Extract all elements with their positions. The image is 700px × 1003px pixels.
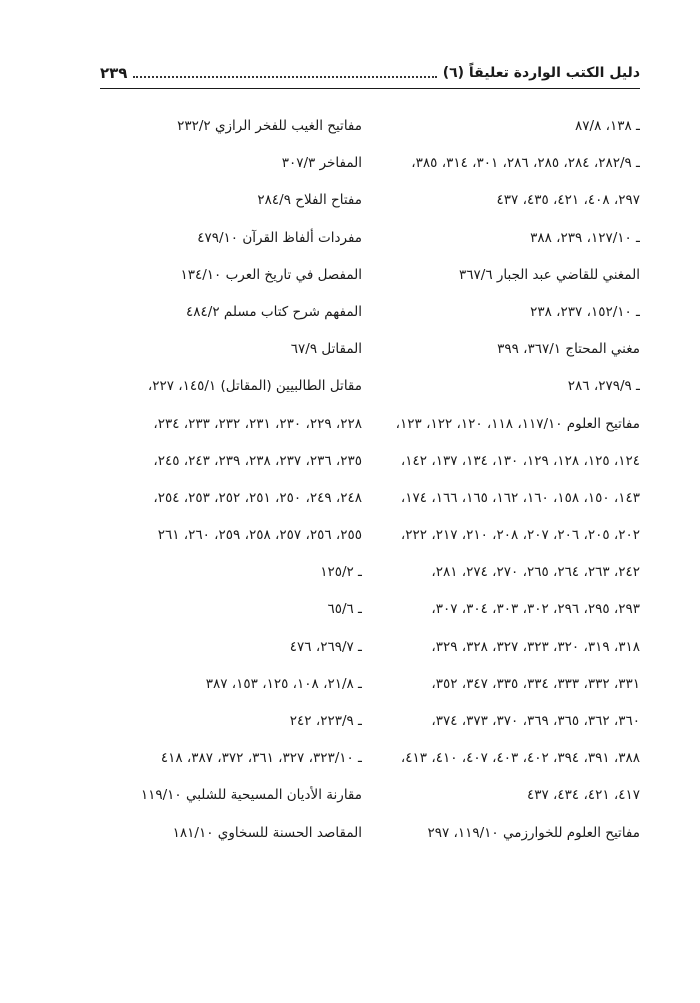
index-line: المقاتل ٦٧/٩ [290,341,362,358]
index-line: مفاتيح العلوم ١١٧/١٠، ١١٨، ١٢٠، ١٢٢، ١٢٣، [395,415,640,432]
index-line: ٣٣١، ٣٣٢، ٣٣٣، ٣٣٤، ٣٣٥، ٣٤٧، ٣٥٢، [431,675,640,692]
index-line: مغني المحتاج ٣٦٧/١، ٣٩٩ [497,341,640,358]
dot-leader [133,76,436,78]
running-header-title: دليل الكتب الواردة تعليقاً (٦) [442,65,640,81]
running-header [100,58,640,89]
index-line: ٢٢٨، ٢٢٩، ٢٣٠، ٢٣١، ٢٣٢، ٢٣٣، ٢٣٤، [153,415,362,432]
index-line: ـ ٢٨٢/٩، ٢٨٤، ٢٨٥، ٢٨٦، ٣٠١، ٣١٤، ٣٨٥، [411,155,640,172]
index-line: المقاصد الحسنة للسخاوي ١٨١/١٠ [172,824,362,841]
index-line: ٢٩٧، ٤٠٨، ٤٢١، ٤٣٥، ٤٣٧ [496,192,640,209]
index-line: مفاتيح الغيب للفخر الرازي ٢٣٢/٢ [177,118,362,134]
index-line: مفاتيح العلوم للخوارزمي ١١٩/١٠، ٢٩٧ [427,824,640,841]
index-line: ٣٨٨، ٣٩١، ٣٩٤، ٤٠٢، ٤٠٣، ٤٠٧، ٤١٠، ٤١٣، [400,750,640,767]
index-columns [100,108,640,852]
index-line: ١٢٤، ١٢٥، ١٢٨، ١٢٩، ١٣٠، ١٣٤، ١٣٧، ١٤٢، [400,452,640,469]
page-number: ٢٣٩ [100,64,128,82]
index-line: ٢٠٢، ٢٠٥، ٢٠٦، ٢٠٧، ٢٠٨، ٢١٠، ٢١٧، ٢٢٢، [400,527,640,544]
index-line: ٢٩٣، ٢٩٥، ٢٩٦، ٣٠٢، ٣٠٣، ٣٠٤، ٣٠٧، [431,601,640,618]
index-line: ـ ٢١/٨، ١٠٨، ١٢٥، ١٥٣، ٣٨٧ [205,675,362,692]
index-line: المفصل في تاريخ العرب ١٣٤/١٠ [180,266,362,283]
index-line: ٢٥٥، ٢٥٦، ٢٥٧، ٢٥٨، ٢٥٩، ٢٦٠، ٢٦١ [157,527,362,544]
index-line: المغني للقاضي عبد الجبار ٣٦٧/٦ [459,266,640,283]
right-column [378,108,640,852]
index-line: ـ ٢٦٩/٧، ٤٧٦ [289,638,362,655]
index-line: ـ ٢٢٣/٩، ٢٤٢ [289,713,362,729]
index-line: ـ ١٢٥/٢ [320,564,362,581]
index-line: ٣٦٠، ٣٦٢، ٣٦٥، ٣٦٩، ٣٧٠، ٣٧٣، ٣٧٤، [431,713,640,729]
index-line: ١٤٣، ١٥٠، ١٥٨، ١٦٠، ١٦٢، ١٦٥، ١٦٦، ١٧٤، [400,489,640,506]
index-line: مقارنة الأديان المسيحية للشلبي ١١٩/١٠ [140,787,362,804]
index-line: ٢٤٢، ٢٦٣، ٢٦٤، ٢٦٥، ٢٧٠، ٢٧٤، ٢٨١، [431,564,640,581]
index-line: ٢٣٥، ٢٣٦، ٢٣٧، ٢٣٨، ٢٣٩، ٢٤٣، ٢٤٥، [153,452,362,469]
left-column [100,108,362,852]
index-line: المفاخر ٣٠٧/٣ [281,155,362,172]
index-line: مقاتل الطالبيين (المقاتل) ١٤٥/١، ٢٢٧، [147,378,362,395]
index-line: المفهم شرح كتاب مسلم ٤٨٤/٢ [186,303,362,320]
index-line: ـ ١٣٨، ٨٧/٨ [575,118,640,134]
index-line: ٤١٧، ٤٢١، ٤٣٤، ٤٣٧ [526,787,640,804]
index-line: ـ ١٢٧/١٠، ٢٣٩، ٣٨٨ [530,229,640,246]
index-line: ـ ٣٢٣/١٠، ٣٢٧، ٣٦١، ٣٧٢، ٣٨٧، ٤١٨ [160,750,362,767]
index-line: ـ ٦٥/٦ [327,601,362,618]
index-line: ٣١٨، ٣١٩، ٣٢٠، ٣٢٣، ٣٢٧، ٣٢٨، ٣٢٩، [431,638,640,655]
index-line: مفردات ألفاظ القرآن ٤٧٩/١٠ [197,229,362,246]
index-line: مفتاح الفلاح ٢٨٤/٩ [257,192,362,209]
index-line: ـ ٢٧٩/٩، ٢٨٦ [567,378,640,395]
index-line: ٢٤٨، ٢٤٩، ٢٥٠، ٢٥١، ٢٥٢، ٢٥٣، ٢٥٤، [153,489,362,506]
index-line: ـ ١٥٢/١٠، ٢٣٧، ٢٣٨ [530,303,640,320]
